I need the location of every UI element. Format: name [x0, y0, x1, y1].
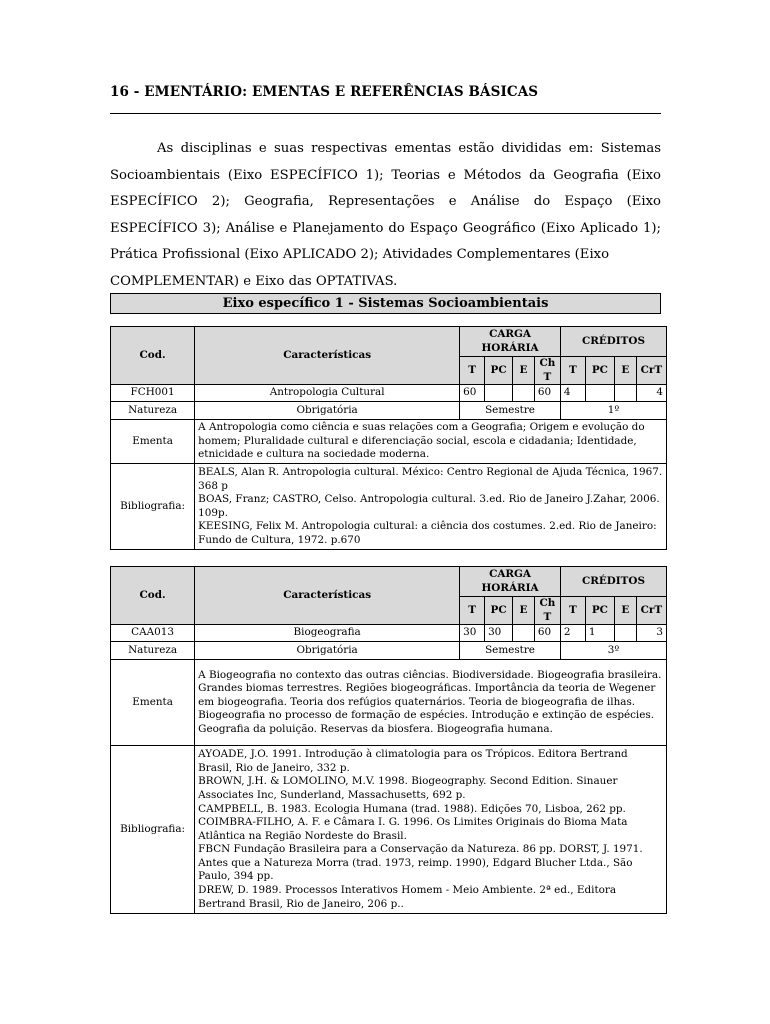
intro-last-line: COMPLEMENTAR) e Eixo das OPTATIVAS.	[110, 273, 398, 289]
discipline-table-2	[110, 566, 667, 914]
carga-pc: 30	[485, 625, 513, 642]
axis-title: Eixo específico 1 - Sistemas Socioambientais	[110, 293, 661, 314]
intro-paragraph	[110, 136, 661, 295]
carga-t: 60	[460, 385, 485, 402]
discipline-name: Antropologia Cultural	[195, 385, 460, 402]
discipline-name: Biogeografia	[195, 625, 460, 642]
cred-t: 4	[560, 385, 585, 402]
semestre-value: 3º	[560, 642, 666, 660]
bibliografia-entry: DREW, D. 1989. Processos Interativos Homem - Meio Ambiente. 2ª ed., Editora Bertrand Brasil, Rio de Janeiro, 206 p..	[198, 884, 617, 910]
intro-text: As disciplinas e suas respectivas ementas estão divididas em: Sistemas Socioambientais (Eixo ESPECÍFICO 1); Teorias e Métodos da Geografia (Eixo ESPECÍFICO 2); Geografia, Representações e Análise do Espaço (Eixo ESPECÍFICO 3); Análise e Planejamento do Espaço Geográfico (Eixo Aplicado 1); Prática Profissional (Eixo APLICADO 2); Atividades Complementares (Eixo	[110, 141, 661, 262]
discipline-table-1	[110, 326, 667, 550]
bibliografia-entry: BROWN, J.H. & LOMOLINO, M.V. 1998. Biogeography. Second Edition. Sinauer Associates Inc, Sunderland, Massachusetts, 692 p.	[198, 775, 618, 801]
carga-cht: 60	[534, 385, 560, 402]
ementa-text: A Biogeografia no contexto das outras ciências. Biodiversidade. Biogeografia brasileira. Grandes biomas terrestres. Regiões biogeográficas. Importância da teoria de Wegener em biogeografia. Teoria dos refúgios quaternários. Teoria de biogeografia de ilhas. Biogeografia no processo de formação de espécies. Introdução e extinção de espécies. Geografia da poluição. Reservas da biosfera. Biogeografia humana.	[195, 660, 667, 746]
carga-e	[513, 385, 535, 402]
semestre-label: Semestre	[460, 642, 561, 660]
carga-e	[513, 625, 535, 642]
semestre-label: Semestre	[460, 402, 561, 420]
bibliografia-entry: COIMBRA-FILHO, A. F. e Câmara I. G. 1996. Os Limites Originais do Bioma Mata Atlântica na Região Nordeste do Brasil.	[198, 816, 628, 842]
header-cred-t: T	[560, 357, 585, 385]
heading-rule	[110, 113, 661, 114]
header-cred-e: E	[614, 597, 636, 625]
header-carga-horaria: CARGA HORÁRIA	[460, 567, 561, 597]
carga-pc	[485, 385, 513, 402]
ementa-label: Ementa	[111, 420, 195, 464]
cred-e	[614, 625, 636, 642]
header-t: T	[460, 597, 485, 625]
header-cod: Cod.	[111, 327, 195, 385]
ementa-label: Ementa	[111, 660, 195, 746]
header-pc: PC	[485, 357, 513, 385]
header-cred-pc: PC	[585, 597, 614, 625]
header-creditos: CRÉDITOS	[560, 327, 666, 357]
cred-pc: 1	[585, 625, 614, 642]
natureza-value: Obrigatória	[195, 402, 460, 420]
discipline-code: CAA013	[111, 625, 195, 642]
bibliografia-entry: KEESING, Felix M. Antropologia cultural: a ciência dos costumes. 2.ed. Rio de Janeiro: Fundo de Cultura, 1972. p.670	[198, 520, 657, 546]
carga-cht: 60	[534, 625, 560, 642]
natureza-label: Natureza	[111, 642, 195, 660]
cred-pc	[585, 385, 614, 402]
natureza-value: Obrigatória	[195, 642, 460, 660]
discipline-code: FCH001	[111, 385, 195, 402]
cred-t: 2	[560, 625, 585, 642]
semestre-value: 1º	[560, 402, 666, 420]
header-e: E	[513, 357, 535, 385]
bibliografia-entry: FBCN Fundação Brasileira para a Conservação da Natureza. 86 pp. DORST, J. 1971. Antes que a Natureza Morra (trad. 1973, reimp. 1990), Edgard Blucher Ltda., São Paulo, 394 pp.	[198, 843, 643, 883]
header-pc: PC	[485, 597, 513, 625]
carga-t: 30	[460, 625, 485, 642]
bibliografia-list	[195, 464, 667, 550]
natureza-label: Natureza	[111, 402, 195, 420]
bibliografia-entry: CAMPBELL, B. 1983. Ecologia Humana (trad. 1988). Edições 70, Lisboa, 262 pp.	[198, 802, 626, 815]
bibliografia-entry: BEALS, Alan R. Antropologia cultural. México: Centro Regional de Ajuda Técnica, 1967. 368 p	[198, 465, 663, 492]
bibliografia-list	[195, 746, 667, 914]
cred-crt: 4	[636, 385, 666, 402]
bibliografia-entry: BOAS, Franz; CASTRO, Celso. Antropologia cultural. 3.ed. Rio de Janeiro J.Zahar, 2006. 109p.	[198, 493, 660, 519]
cred-e	[614, 385, 636, 402]
header-crt: CrT	[636, 597, 666, 625]
section-heading: 16 - EMENTÁRIO: EMENTAS E REFERÊNCIAS BÁSICAS	[110, 84, 539, 100]
bibliografia-label: Bibliografia:	[111, 464, 195, 550]
header-crt: CrT	[636, 357, 666, 385]
header-creditos: CRÉDITOS	[560, 567, 666, 597]
header-cod: Cod.	[111, 567, 195, 625]
header-cred-e: E	[614, 357, 636, 385]
header-e: E	[513, 597, 535, 625]
header-caracteristicas: Características	[195, 567, 460, 625]
bibliografia-label: Bibliografia:	[111, 746, 195, 914]
cred-crt: 3	[636, 625, 666, 642]
bibliografia-entry: AYOADE, J.O. 1991. Introdução à climatologia para os Trópicos. Editora Bertrand Brasil, Rio de Janeiro, 332 p.	[198, 748, 628, 774]
header-cht: Ch T	[534, 357, 560, 385]
header-caracteristicas: Características	[195, 327, 460, 385]
header-t: T	[460, 357, 485, 385]
header-carga-horaria: CARGA HORÁRIA	[460, 327, 561, 357]
header-cred-t: T	[560, 597, 585, 625]
header-cred-pc: PC	[585, 357, 614, 385]
ementa-text: A Antropologia como ciência e suas relações com a Geografia; Origem e evolução do homem; Pluralidade cultural e diferenciação social, escola e cidadania; Identidade, etnicidade e cultura na sociedade moderna.	[195, 420, 667, 464]
header-cht: Ch T	[534, 597, 560, 625]
